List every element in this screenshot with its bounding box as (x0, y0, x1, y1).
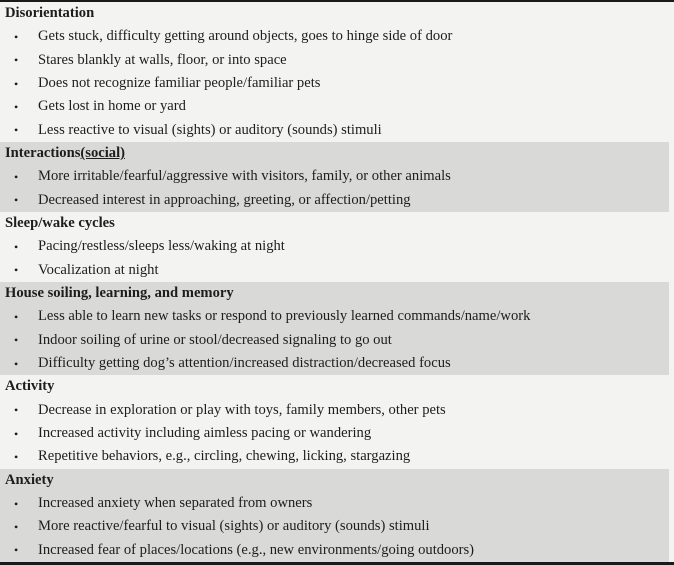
section-title: Anxiety (5, 471, 54, 488)
bullet-icon: • (14, 426, 19, 441)
bullet-item-text: Does not recognize familiar people/familiar pets (38, 75, 321, 92)
bullet-row (0, 25, 674, 48)
bullet-row (0, 399, 674, 422)
bullet-item-text: Less reactive to visual (sights) or auditory (sounds) stimuli (38, 121, 382, 138)
bullet-item-text: Vocalization at night (38, 261, 159, 278)
bullet-item-text: Stares blankly at walls, floor, or into space (38, 51, 287, 68)
section-header-row (0, 2, 674, 25)
section-header-row (0, 375, 674, 398)
section-header-row (0, 212, 674, 235)
bullet-icon: • (14, 263, 19, 278)
bullet-icon: • (14, 99, 19, 114)
bullet-item-text: Indoor soiling of urine or stool/decreased signaling to go out (38, 331, 392, 348)
bullet-row (0, 165, 669, 188)
bullet-row (0, 329, 669, 352)
bullet-row (0, 119, 674, 142)
bullet-icon: • (14, 403, 19, 418)
bullet-item-text: Gets stuck, difficulty getting around objects, goes to hinge side of door (38, 28, 453, 45)
section-house-soiling-learning-and-memory (0, 282, 669, 375)
bullet-item-text: Decreased interest in approaching, greeting, or affection/petting (38, 191, 411, 208)
bullet-icon: • (14, 356, 19, 371)
bullet-item-text: Less able to learn new tasks or respond to previously learned commands/name/work (38, 308, 531, 325)
bullet-item-text: Increased fear of places/locations (e.g., new environments/going outdoors) (38, 541, 475, 558)
bullet-row (0, 515, 669, 538)
section-interactions (0, 142, 669, 212)
bullet-item-text: Gets lost in home or yard (38, 98, 186, 115)
bullet-item-text: Increased anxiety when separated from owners (38, 495, 313, 512)
section-title: Sleep/wake cycles (5, 215, 115, 232)
section-title: House soiling, learning, and memory (5, 285, 234, 302)
section-disorientation (0, 2, 674, 142)
bullet-icon: • (14, 169, 19, 184)
bullet-row (0, 189, 669, 212)
bullet-icon: • (14, 239, 19, 254)
bullet-icon: • (14, 333, 19, 348)
bullet-row (0, 235, 674, 258)
bullet-row (0, 49, 674, 72)
bullet-icon: • (14, 53, 19, 68)
section-title: Interactions (5, 145, 81, 162)
bullet-row (0, 95, 674, 118)
bullet-row (0, 445, 674, 468)
bullet-row (0, 539, 669, 562)
bullet-icon: • (14, 123, 19, 138)
section-header-row (0, 282, 669, 305)
bullet-item-text: Decrease in exploration or play with toys, family members, other pets (38, 401, 446, 418)
bullet-item-text: More reactive/fearful to visual (sights) or auditory (sounds) stimuli (38, 518, 430, 535)
bullet-icon: • (14, 449, 19, 464)
bullet-item-text: Increased activity including aimless pacing or wandering (38, 425, 372, 442)
bullet-icon: • (14, 496, 19, 511)
bullet-icon: • (14, 76, 19, 91)
bullet-row (0, 352, 669, 375)
bullet-item-text: Difficulty getting dog’s attention/increased distraction/decreased focus (38, 355, 451, 372)
bullet-row (0, 259, 674, 282)
section-title: Disorientation (5, 5, 95, 22)
section-sleep-wake-cycles (0, 212, 674, 282)
section-header-row (0, 469, 669, 492)
bullet-row (0, 422, 674, 445)
section-title: Activity (5, 378, 55, 395)
bullet-icon: • (14, 193, 19, 208)
section-header-row (0, 142, 669, 165)
bullet-icon: • (14, 519, 19, 534)
bullet-icon: • (14, 543, 19, 558)
bullet-row (0, 72, 674, 95)
bullet-item-text: Repetitive behaviors, e.g., circling, chewing, licking, stargazing (38, 448, 411, 465)
bullet-icon: • (14, 29, 19, 44)
bullet-item-text: More irritable/fearful/aggressive with visitors, family, or other animals (38, 168, 451, 185)
bullet-row (0, 305, 669, 328)
bullet-row (0, 492, 669, 515)
section-activity (0, 375, 674, 468)
bullet-item-text: Pacing/restless/sleeps less/waking at night (38, 238, 285, 255)
section-title-underlined: (social) (80, 145, 125, 162)
section-anxiety (0, 469, 669, 562)
bullet-icon: • (14, 309, 19, 324)
